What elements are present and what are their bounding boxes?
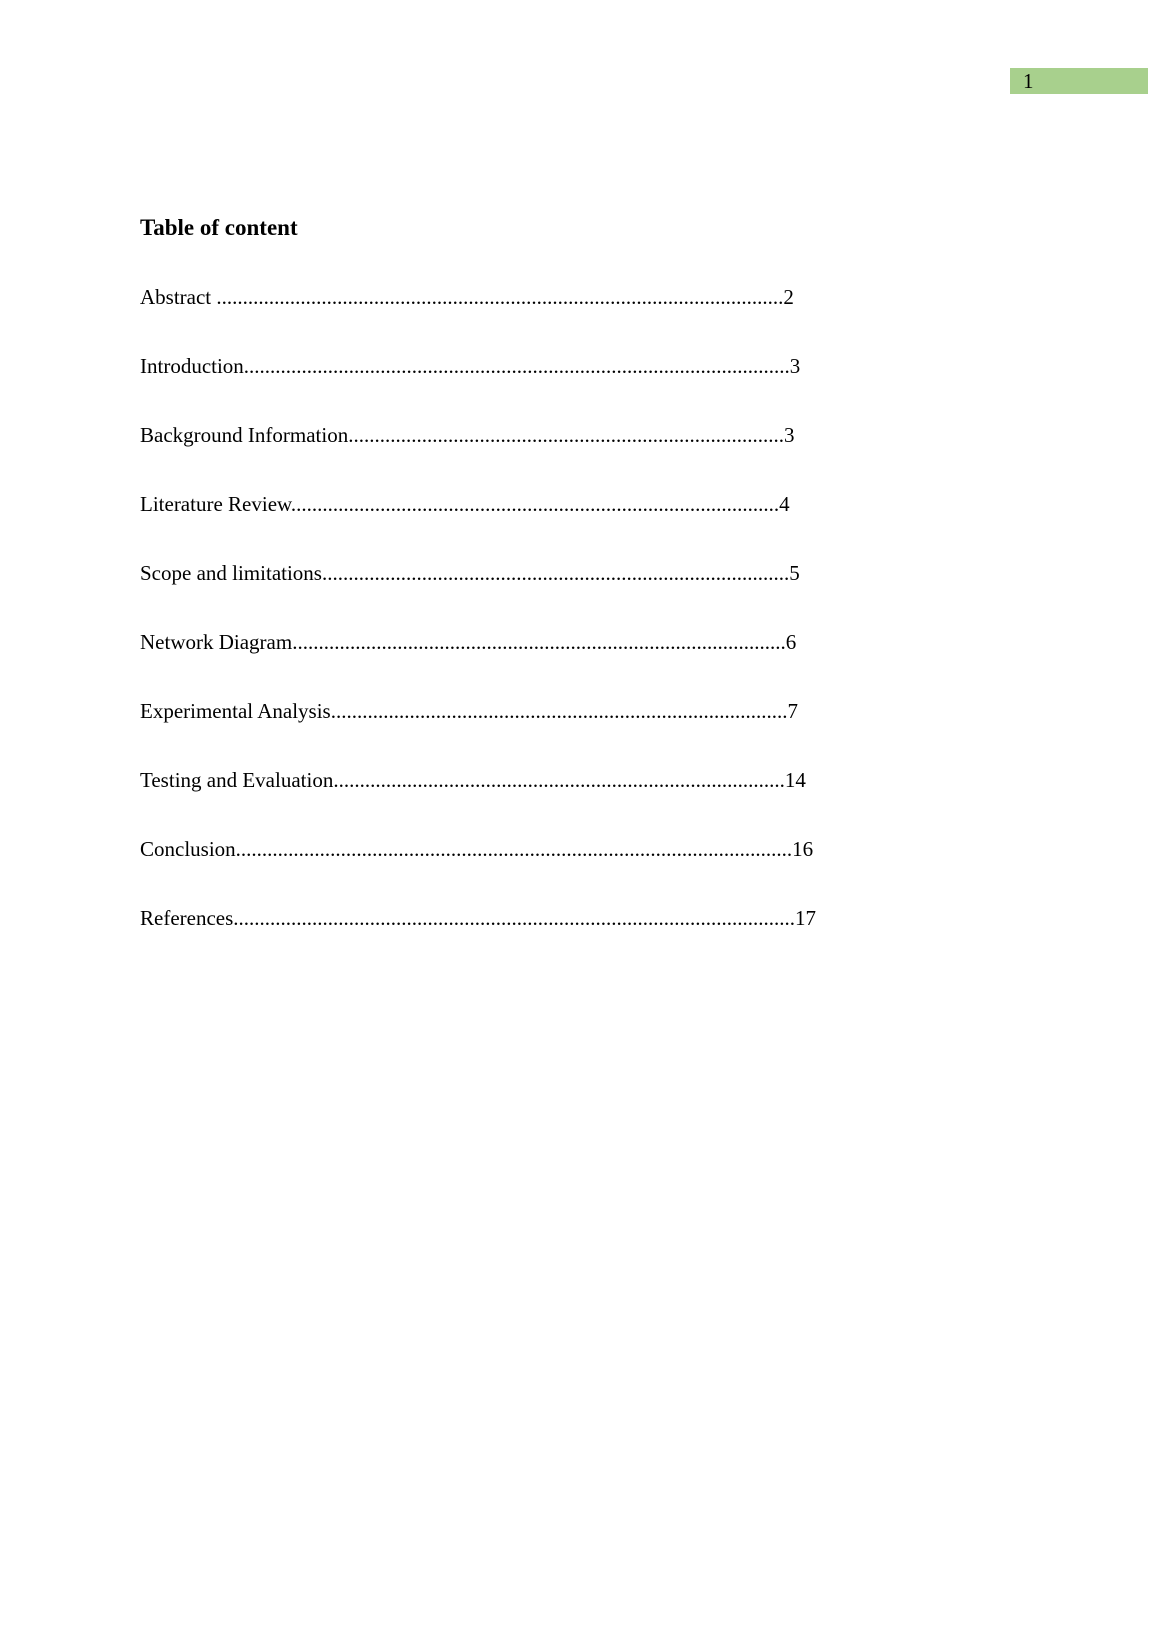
toc-entry-background-information[interactable]: Background Information...................................................................................3 bbox=[140, 423, 795, 447]
toc-entry-literature-review[interactable]: Literature Review.............................................................................................4 bbox=[140, 492, 790, 516]
page-number: 1 bbox=[1023, 69, 1034, 93]
toc-list bbox=[140, 282, 816, 972]
toc-entry-experimental-analysis[interactable]: Experimental Analysis.......................................................................................7 bbox=[140, 699, 798, 723]
toc-entry-network-diagram[interactable]: Network Diagram..............................................................................................6 bbox=[140, 630, 797, 654]
toc-entry-scope-and-limitations[interactable]: Scope and limitations.........................................................................................5 bbox=[140, 561, 800, 585]
toc-entry-abstract[interactable]: Abstract ............................................................................................................2 bbox=[140, 285, 794, 309]
toc-entry-testing-and-evaluation[interactable]: Testing and Evaluation......................................................................................14 bbox=[140, 768, 806, 792]
toc-entry-conclusion[interactable]: Conclusion..........................................................................................................16 bbox=[140, 837, 814, 861]
toc-entry-references[interactable]: References...........................................................................................................17 bbox=[140, 906, 817, 930]
page-number-badge bbox=[1010, 68, 1148, 94]
toc-entry-introduction[interactable]: Introduction........................................................................................................3 bbox=[140, 354, 801, 378]
toc-title: Table of content bbox=[140, 215, 298, 240]
